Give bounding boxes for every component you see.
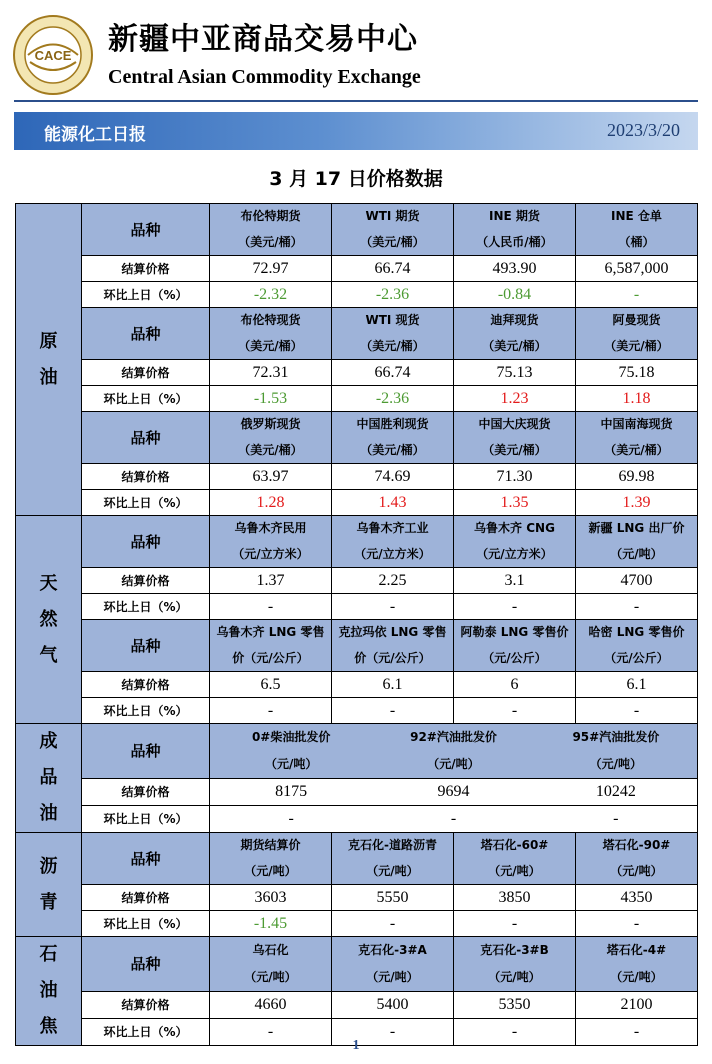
product-unit: （元/吨） <box>210 964 332 991</box>
variety-label: 品种 <box>82 308 210 360</box>
daily-change: - <box>613 809 619 827</box>
product-name: 92#汽油批发价 <box>410 729 497 744</box>
product-name: 迪拜现货 <box>454 308 576 334</box>
daily-change: - <box>576 698 698 724</box>
product-name: INE 仓单 <box>576 204 698 230</box>
product-name: 中国胜利现货 <box>332 412 454 438</box>
settle-price: 3.1 <box>454 568 576 594</box>
settle-price: 5400 <box>332 991 454 1018</box>
product-name: INE 期货 <box>454 204 576 230</box>
category-char: 油 <box>39 366 58 388</box>
daily-change: - <box>454 594 576 620</box>
settle-price: 6.5 <box>210 672 332 698</box>
variety-label: 品种 <box>82 620 210 672</box>
product-unit: （元/立方米） <box>210 542 332 568</box>
product-name: 乌鲁木齐工业 <box>332 516 454 542</box>
report-date: 2023/3/20 <box>606 120 680 140</box>
product-unit: （元/吨） <box>576 542 698 568</box>
settle-price: 8175 <box>275 782 308 800</box>
product-name: 塔石化-4# <box>576 937 698 964</box>
daily-change: - <box>210 698 332 724</box>
daily-change: - <box>332 1018 454 1045</box>
daily-change: - <box>210 594 332 620</box>
settle-label: 结算价格 <box>82 778 210 805</box>
settle-label: 结算价格 <box>82 360 210 386</box>
product-name: 0#柴油批发价 <box>251 729 331 744</box>
product-name: 中国大庆现货 <box>454 412 576 438</box>
category-label <box>16 516 82 724</box>
variety-label: 品种 <box>82 937 210 992</box>
category-label <box>16 724 82 833</box>
product-unit: （人民币/桶） <box>454 230 576 256</box>
daily-change: 1.39 <box>576 490 698 516</box>
product-name: 俄罗斯现货 <box>210 412 332 438</box>
product-name: WTI 期货 <box>332 204 454 230</box>
product-unit: （美元/桶） <box>454 438 576 464</box>
product-name: 布伦特期货 <box>210 204 332 230</box>
settle-price: 6,587,000 <box>576 256 698 282</box>
change-label: 环比上日（%） <box>82 282 210 308</box>
product-name: WTI 现货 <box>332 308 454 334</box>
category-char: 原 <box>39 330 58 352</box>
daily-change: - <box>332 911 454 937</box>
settle-price: 71.30 <box>454 464 576 490</box>
category-label <box>16 204 82 516</box>
variety-label: 品种 <box>82 412 210 464</box>
product-name: 中国南海现货 <box>576 412 698 438</box>
settle-price: 10242 <box>595 782 636 800</box>
settle-price: 66.74 <box>332 256 454 282</box>
product-unit: （美元/桶） <box>210 334 332 360</box>
product-name: 新疆 LNG 出厂价 <box>576 516 698 542</box>
category-label <box>16 937 82 1046</box>
product-name: 克石化-3#B <box>454 937 576 964</box>
settle-label: 结算价格 <box>82 568 210 594</box>
product-unit: （元/吨） <box>427 756 480 771</box>
category-char: 成 <box>39 731 58 752</box>
category-char: 焦 <box>39 1016 58 1037</box>
product-name: 阿曼现货 <box>576 308 698 334</box>
daily-change: - <box>576 594 698 620</box>
exchange-name-en: Central Asian Commodity Exchange <box>108 66 421 88</box>
settle-price: 9694 <box>437 782 470 800</box>
settle-price: 1.37 <box>210 568 332 594</box>
product-head-row <box>210 724 698 751</box>
settle-price: 72.97 <box>210 256 332 282</box>
daily-change: 1.28 <box>210 490 332 516</box>
product-name: 布伦特现货 <box>210 308 332 334</box>
settle-price: 6 <box>454 672 576 698</box>
price-row <box>210 778 698 805</box>
category-char: 油 <box>39 980 58 1001</box>
daily-change: - <box>450 809 457 827</box>
daily-change: - <box>210 1018 332 1045</box>
product-unit: （元/立方米） <box>332 542 454 568</box>
settle-price: 2.25 <box>332 568 454 594</box>
change-label: 环比上日（%） <box>82 911 210 937</box>
product-name: 哈密 LNG 零售价 <box>576 620 698 646</box>
daily-change: - <box>454 911 576 937</box>
daily-change: -1.53 <box>210 386 332 412</box>
settle-price: 2100 <box>576 991 698 1018</box>
change-label: 环比上日（%） <box>82 805 210 832</box>
product-unit: （元/吨） <box>589 756 643 771</box>
settle-price: 5350 <box>454 991 576 1018</box>
exchange-name-cn: 新疆中亚商品交易中心 <box>108 22 418 57</box>
category-char: 沥 <box>39 855 58 877</box>
settle-price: 493.90 <box>454 256 576 282</box>
report-name: 能源化工日报 <box>44 125 146 145</box>
variety-label: 品种 <box>82 833 210 885</box>
product-unit: 价（元/公斤） <box>332 646 454 672</box>
settle-price: 75.13 <box>454 360 576 386</box>
product-unit: （元/吨） <box>454 859 576 885</box>
daily-change: - <box>576 1018 698 1045</box>
product-unit: （元/吨） <box>332 859 454 885</box>
change-row <box>210 805 698 832</box>
settle-label: 结算价格 <box>82 464 210 490</box>
product-name: 克石化-道路沥青 <box>332 833 454 859</box>
page-number: 1 <box>352 1038 360 1053</box>
product-unit: （元/吨） <box>332 964 454 991</box>
settle-price: 6.1 <box>576 672 698 698</box>
daily-change: -2.36 <box>332 386 454 412</box>
daily-change: 1.43 <box>332 490 454 516</box>
settle-price: 4660 <box>210 991 332 1018</box>
daily-change: -2.36 <box>332 282 454 308</box>
product-name: 阿勒泰 LNG 零售价 <box>454 620 576 646</box>
settle-price: 3603 <box>210 885 332 911</box>
product-unit: （元/公斤） <box>454 646 576 672</box>
settle-price: 63.97 <box>210 464 332 490</box>
product-name: 克拉玛依 LNG 零售 <box>332 620 454 646</box>
product-unit: （元/吨） <box>576 964 698 991</box>
settle-price: 6.1 <box>332 672 454 698</box>
category-char: 品 <box>39 767 58 788</box>
product-unit: （美元/桶） <box>454 334 576 360</box>
daily-change: - <box>288 809 294 827</box>
product-unit: （元/公斤） <box>576 646 698 672</box>
product-name: 塔石化-60# <box>454 833 576 859</box>
category-char: 石 <box>39 944 58 965</box>
section-title: 3 月 17 日价格数据 <box>269 168 443 190</box>
settle-label: 结算价格 <box>82 256 210 282</box>
header-divider <box>14 100 698 102</box>
product-unit: （桶） <box>576 230 698 256</box>
product-unit: （美元/桶） <box>210 230 332 256</box>
daily-change: -1.45 <box>210 911 332 937</box>
product-name: 乌鲁木齐民用 <box>210 516 332 542</box>
daily-change: 1.18 <box>576 386 698 412</box>
daily-change: - <box>332 594 454 620</box>
product-unit: 价（元/公斤） <box>210 646 332 672</box>
daily-change: -2.32 <box>210 282 332 308</box>
change-label: 环比上日（%） <box>82 490 210 516</box>
page-header <box>0 0 712 108</box>
product-name: 乌石化 <box>210 937 332 964</box>
settle-price: 3850 <box>454 885 576 911</box>
daily-change: - <box>576 911 698 937</box>
product-name: 乌鲁木齐 LNG 零售 <box>210 620 332 646</box>
product-unit: （美元/桶） <box>576 438 698 464</box>
logo-text: CACE <box>34 48 72 63</box>
daily-change: 1.23 <box>454 386 576 412</box>
product-unit: （美元/桶） <box>210 438 332 464</box>
settle-price: 75.18 <box>576 360 698 386</box>
settle-price: 4350 <box>576 885 698 911</box>
unit-head-row <box>210 751 698 778</box>
change-label: 环比上日（%） <box>82 386 210 412</box>
variety-label: 品种 <box>82 724 210 779</box>
change-label: 环比上日（%） <box>82 594 210 620</box>
product-unit: （美元/桶） <box>332 334 454 360</box>
settle-label: 结算价格 <box>82 885 210 911</box>
category-char: 气 <box>39 644 58 666</box>
category-char: 天 <box>39 572 58 594</box>
settle-price: 4700 <box>576 568 698 594</box>
product-name: 95#汽油批发价 <box>572 729 660 744</box>
product-name: 期货结算价 <box>210 833 332 859</box>
daily-change: - <box>332 698 454 724</box>
report-banner <box>14 112 698 150</box>
category-label <box>16 833 82 937</box>
product-name: 克石化-3#A <box>332 937 454 964</box>
daily-change: - <box>454 1018 576 1045</box>
cace-logo <box>12 14 94 96</box>
product-unit: （美元/桶） <box>576 334 698 360</box>
settle-label: 结算价格 <box>82 991 210 1018</box>
product-name: 乌鲁木齐 CNG <box>454 516 576 542</box>
daily-change: - <box>454 698 576 724</box>
settle-price: 69.98 <box>576 464 698 490</box>
daily-change: -0.84 <box>454 282 576 308</box>
category-char: 油 <box>39 803 58 824</box>
product-unit: （元/立方米） <box>454 542 576 568</box>
settle-price: 72.31 <box>210 360 332 386</box>
product-name: 塔石化-90# <box>576 833 698 859</box>
change-label: 环比上日（%） <box>82 698 210 724</box>
variety-label: 品种 <box>82 204 210 256</box>
settle-label: 结算价格 <box>82 672 210 698</box>
settle-price: 5550 <box>332 885 454 911</box>
variety-label: 品种 <box>82 516 210 568</box>
product-unit: （元/吨） <box>210 859 332 885</box>
product-unit: （美元/桶） <box>332 438 454 464</box>
daily-change: 1.35 <box>454 490 576 516</box>
price-table <box>15 203 698 1046</box>
category-char: 青 <box>39 891 58 913</box>
product-unit: （元/吨） <box>576 859 698 885</box>
settle-price: 74.69 <box>332 464 454 490</box>
product-unit: （元/吨） <box>264 756 318 771</box>
product-unit: （元/吨） <box>454 964 576 991</box>
change-label: 环比上日（%） <box>82 1018 210 1045</box>
daily-change: - <box>576 282 698 308</box>
category-char: 然 <box>39 608 58 630</box>
settle-price: 66.74 <box>332 360 454 386</box>
product-unit: （美元/桶） <box>332 230 454 256</box>
